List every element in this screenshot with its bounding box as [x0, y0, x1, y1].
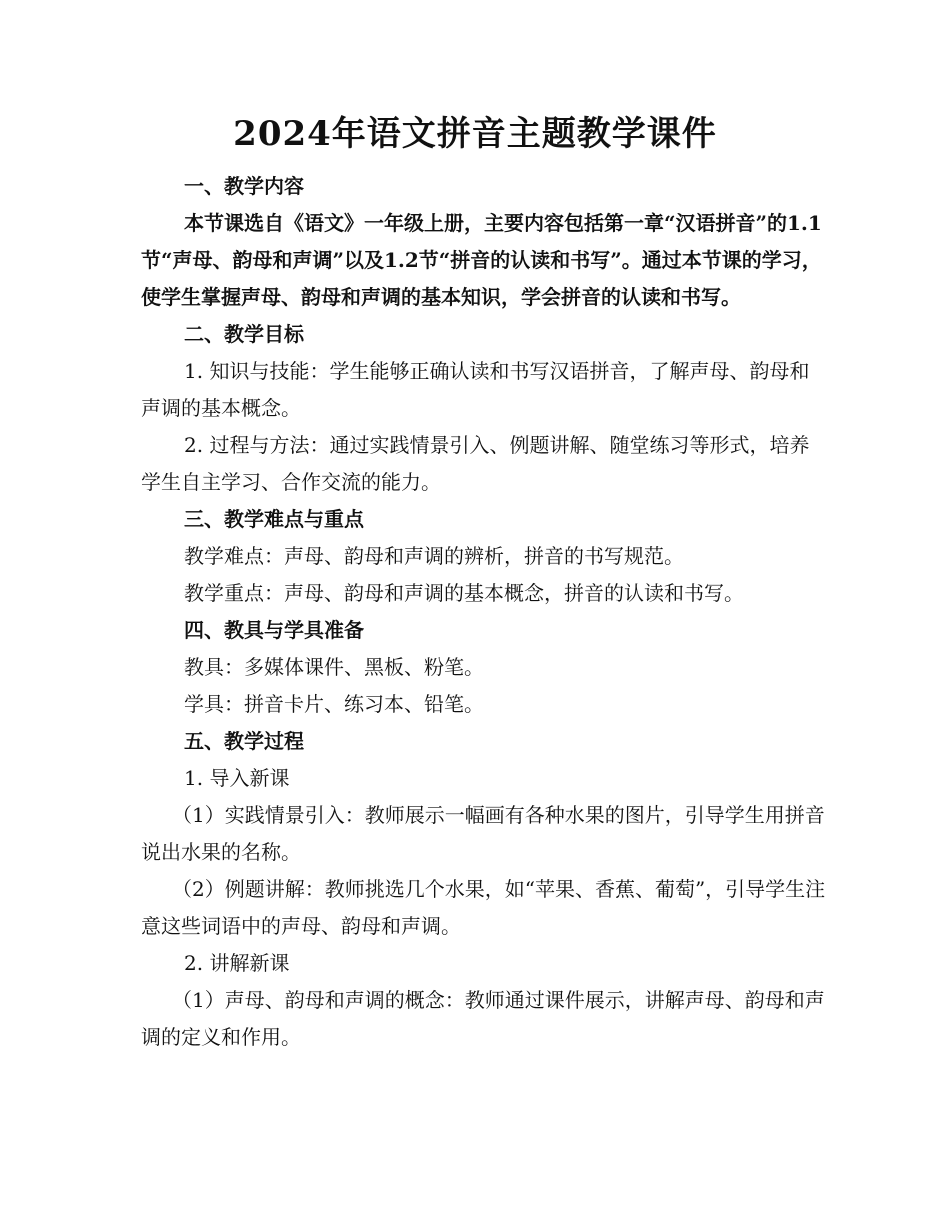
teacher-tools-text: 教具：多媒体课件、黑板、粉笔。 [184, 655, 484, 679]
section-heading-difficulty: 三、教学难点与重点 [184, 507, 364, 531]
goal-item-knowledge: 1. 知识与技能：学生能够正确认读和书写汉语拼音，了解声母、韵母和声调的基本概念。 [141, 359, 810, 420]
document-title: 2024年语文拼音主题教学课件 [233, 114, 717, 154]
process-step-intro-a: （1）实践情景引入：教师展示一幅画有各种水果的图片，引导学生用拼音说出水果的名称。 [141, 803, 825, 864]
section-heading-goals: 二、教学目标 [184, 322, 304, 346]
section-heading-process: 五、教学过程 [184, 729, 304, 753]
process-step-intro-b: （2）例题讲解：教师挑选几个水果，如“苹果、香蕉、葡萄”，引导学生注意这些词语中的声母、韵母和声调。 [141, 877, 826, 938]
content-paragraph: 本节课选自《语文》一年级上册，主要内容包括第一章“汉语拼音”的1.1节“声母、韵母和声调”以及1.2节“拼音的认读和书写”。通过本节课的学习，使学生掌握声母、韵母和声调的基本知识，学会拼音的认读和书写。 [141, 211, 822, 309]
section-heading-content: 一、教学内容 [184, 174, 304, 198]
process-step-new-a: （1）声母、韵母和声调的概念：教师通过课件展示，讲解声母、韵母和声调的定义和作用。 [141, 988, 825, 1049]
key-point-text: 教学重点：声母、韵母和声调的基本概念，拼音的认读和书写。 [184, 581, 744, 605]
process-step-intro: 1. 导入新课 [184, 766, 290, 790]
process-step-new: 2. 讲解新课 [184, 951, 290, 975]
section-heading-tools: 四、教具与学具准备 [184, 618, 364, 642]
document-body [141, 168, 826, 1056]
difficulty-text: 教学难点：声母、韵母和声调的辨析，拼音的书写规范。 [184, 544, 684, 568]
student-tools-text: 学具：拼音卡片、练习本、铅笔。 [184, 692, 484, 716]
goal-item-process: 2. 过程与方法：通过实践情景引入、例题讲解、随堂练习等形式，培养学生自主学习、合作交流的能力。 [141, 433, 810, 494]
